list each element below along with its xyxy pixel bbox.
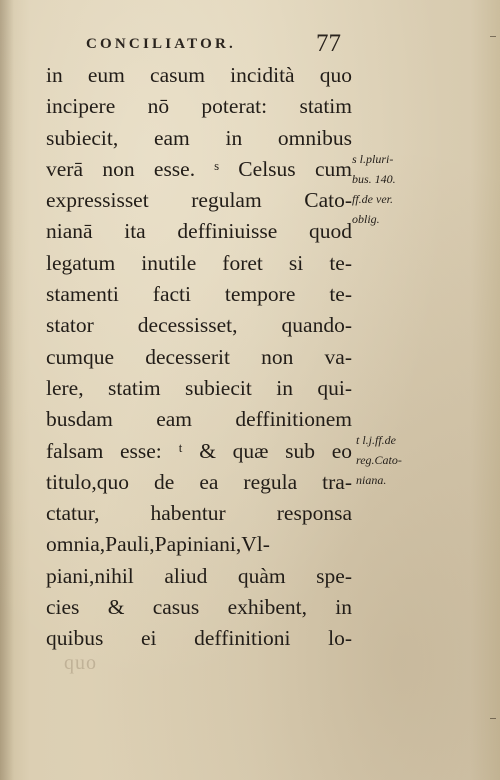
text-line: falsam esse: ᵗ & quæ sub eo [46, 438, 352, 463]
page-header [86, 30, 386, 60]
text-line: quibus ei deffinitioni lo- [46, 626, 352, 651]
margin-note-line: oblig. [352, 212, 380, 226]
text-line: stamenti facti tempore te- [46, 282, 352, 307]
margin-note-s [352, 149, 396, 229]
gutter-shadow [0, 0, 14, 780]
margin-note-line: t l.j.ff.de [356, 433, 396, 447]
margin-note-line: reg.Cato- [356, 453, 402, 467]
text-line: cumque decesserit non va- [46, 344, 352, 369]
text-line: subiecit, eam in omnibus [46, 125, 352, 150]
margin-note-line: s l.pluri- [352, 152, 394, 166]
edge-mark [490, 718, 496, 719]
text-line: cies & casus exhibent, in [46, 595, 352, 620]
text-line: legatum inutile foret si te- [46, 250, 352, 275]
text-line: omnia,Pauli,Papiniani,Vl- [46, 532, 270, 557]
margin-note-t [356, 430, 402, 490]
text-line: busdam eam deffinitionem [46, 407, 352, 432]
text-line: expressisset regulam Cato- [46, 188, 352, 213]
text-line: titulo,quo de ea regula tra- [46, 469, 352, 494]
text-line: incipere nō poterat: statim [46, 94, 352, 119]
text-line: piani,nihil aliud quàm spe- [46, 563, 352, 588]
body-text [46, 60, 352, 655]
text-line: stator decessisset, quando- [46, 313, 352, 338]
text-line: ctatur, habentur responsa [46, 501, 352, 526]
running-head: CONCILIATOR. [86, 36, 236, 52]
text-line: in eum casum incidità quo [46, 63, 352, 87]
text-line: lere, statim subiecit in qui- [46, 375, 352, 400]
margin-note-line: niana. [356, 473, 387, 487]
show-through-text: quo [64, 652, 97, 674]
text-line: nianā ita deffiniuisse quod [46, 219, 352, 244]
text-line: verā non esse. ˢ Celsus cum [46, 156, 352, 181]
margin-note-line: bus. 140. [352, 172, 396, 186]
margin-note-line: ff.de ver. [352, 192, 393, 206]
edge-mark [490, 36, 496, 37]
page-number: 77 [316, 30, 341, 57]
